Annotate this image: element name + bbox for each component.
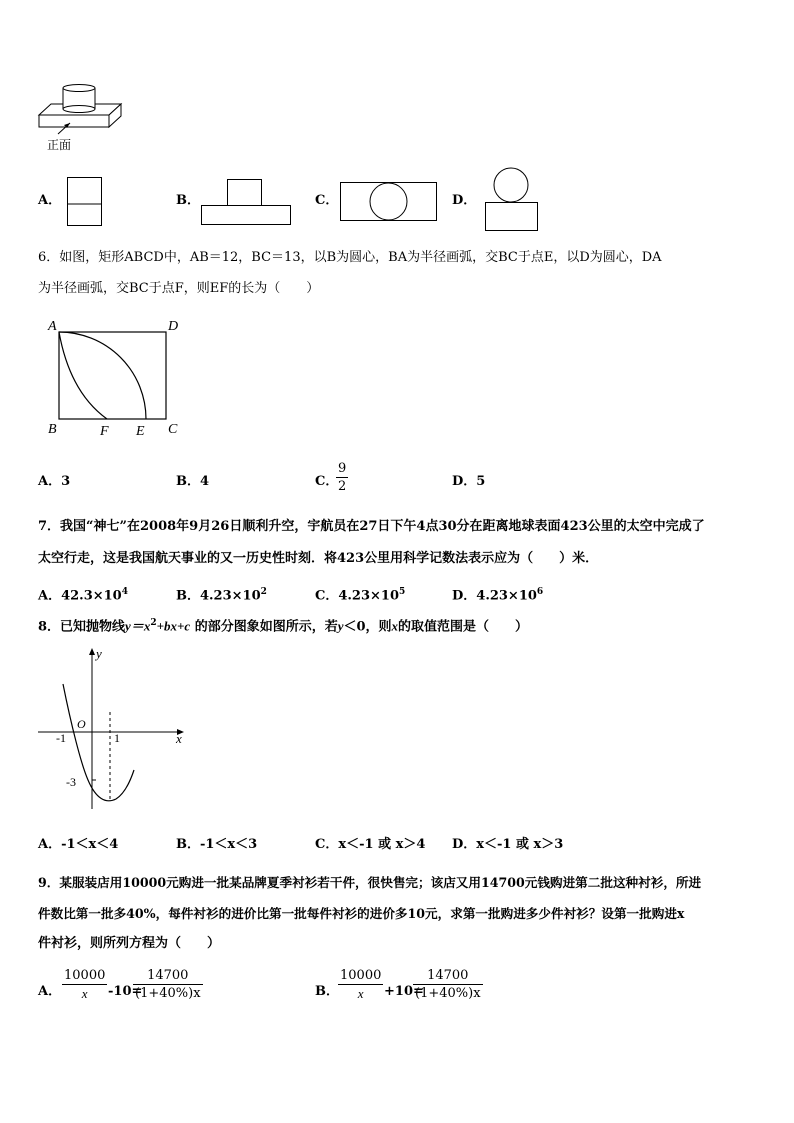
q5-solid-figure <box>36 82 136 142</box>
q8-stem-suffix-3: 的取值范围是（ ） <box>398 619 529 635</box>
q8-stem-suffix-2: ＜0，则 <box>343 619 392 635</box>
q6-stem-line1: 6．如图，矩形ABCD中，AB＝12，BC＝13，以B为圆心，BA为半径画弧，交BC于点E，以D为圆心，DA <box>38 250 662 265</box>
q8-stem <box>38 615 528 635</box>
q9-option-a-left-fraction <box>62 968 107 1002</box>
q6-option-a: A．3 <box>38 474 71 489</box>
q8-graph-x-label: x <box>176 731 182 746</box>
q7-option-a <box>38 584 128 604</box>
q6-stem-line2: 为半径画弧，交BC于点F，则EF的长为（ ） <box>38 281 320 296</box>
q8-stem-x: x <box>391 618 399 634</box>
q5-option-c-label: C． <box>315 193 339 208</box>
q9-option-b-right-denominator: (1+40%)x <box>415 986 481 1001</box>
q6-option-c-label: C． <box>315 474 339 489</box>
q6-option-c-numerator: 9 <box>338 461 347 476</box>
q7-option-c-exp: 5 <box>399 587 406 597</box>
q9-option-b-left-numerator: 10000 <box>340 968 382 983</box>
q8-option-b: B．-1＜x＜3 <box>176 837 258 852</box>
q6-point-d: D <box>168 319 179 334</box>
q5-option-c-figure <box>340 182 440 224</box>
q9-option-a-left-numerator: 10000 <box>64 968 106 983</box>
q7-option-b-exp: 2 <box>260 587 267 597</box>
q7-option-b-base: B．4.23×10 <box>176 588 261 604</box>
q9-option-b-operator: +10= <box>384 984 424 999</box>
q8-stem-formula-2: +bx+c <box>156 618 191 634</box>
q7-option-d <box>452 584 543 604</box>
q6-point-a: A <box>48 319 57 334</box>
q9-stem-line1: 9．某服装店用10000元购进一批某品牌夏季衬衫若干件，很快售完；该店又用14700元钱购进第二批这种衬衫，所进 <box>38 875 702 890</box>
q8-graph-minus3: -3 <box>66 775 76 789</box>
q8-option-d: D．x＜-1 或 x＞3 <box>452 837 564 852</box>
q7-option-d-base: D．4.23×10 <box>452 588 537 604</box>
q6-point-c: C <box>168 422 178 437</box>
q8-graph-y-label: y <box>96 646 102 661</box>
q5-option-b-figure <box>201 179 293 227</box>
q8-option-a: A．-1＜x＜4 <box>38 837 119 852</box>
q7-option-b <box>176 584 267 604</box>
q5-option-d-figure <box>484 167 542 233</box>
q8-graph-origin: O <box>77 717 86 731</box>
q9-option-a-operator: -10= <box>108 984 143 999</box>
q6-point-f: F <box>100 424 109 439</box>
q8-stem-y: y <box>337 618 344 634</box>
q5-front-label: 正面 <box>47 138 72 152</box>
q7-option-c <box>315 584 405 604</box>
q7-option-a-exp: 4 <box>121 587 128 597</box>
q9-option-a-right-numerator: 14700 <box>147 968 189 983</box>
q8-stem-prefix: 8．已知抛物线 <box>38 619 126 635</box>
q9-option-a-right-fraction <box>133 968 203 1001</box>
q9-stem-line2: 件数比第一批多40%，每件衬衫的进价比第一批每件衬衫的进价多10元，求第一批购进多少件衬衫？设第一批购进x <box>38 906 685 921</box>
q6-option-c-denominator: 2 <box>338 479 347 494</box>
q8-stem-formula-sup: 2 <box>150 618 157 628</box>
q5-option-d-label: D． <box>452 193 477 208</box>
q9-option-a-left-denominator: x <box>62 984 107 1002</box>
q9-option-a-right-denominator: (1+40%)x <box>135 986 201 1001</box>
q8-stem-formula-1: y＝x <box>125 618 151 634</box>
q6-option-b: B．4 <box>176 474 210 489</box>
q9-option-b-label: B． <box>315 984 339 999</box>
q6-point-e: E <box>136 424 145 439</box>
q8-graph-minus1: -1 <box>56 731 66 745</box>
q7-option-a-base: A．42.3×10 <box>38 588 122 604</box>
q8-parabola-graph <box>36 644 196 814</box>
q9-option-b-right-fraction <box>413 968 483 1001</box>
q6-point-b: B <box>48 422 57 437</box>
q7-stem-line1: 7．我国“神七”在2008年9月26日顺利升空，宇航员在27日下午4点30分在距离地球表面423公里的太空中完成了 <box>38 519 705 534</box>
q8-stem-suffix-1: 的部分图象如图所示，若 <box>190 619 338 635</box>
q8-graph-one: 1 <box>114 731 120 745</box>
q8-option-c: C．x＜-1 或 x＞4 <box>315 837 426 852</box>
q9-option-b-right-numerator: 14700 <box>427 968 469 983</box>
q5-option-a-figure <box>67 177 103 227</box>
q5-option-a-label: A． <box>38 193 62 208</box>
q7-option-d-exp: 6 <box>536 587 544 597</box>
q6-option-c-fraction <box>336 461 348 494</box>
q9-option-a-label: A． <box>38 984 62 999</box>
q6-option-d: D．5 <box>452 474 486 489</box>
q9-stem-line3: 件衬衫，则所列方程为（ ） <box>38 936 221 951</box>
q7-stem-line2: 太空行走，这是我国航天事业的又一历史性时刻．将423公里用科学记数法表示应为（ ）米． <box>38 551 599 566</box>
q9-option-b-left-denominator: x <box>338 984 383 1002</box>
q7-option-c-base: C．4.23×10 <box>315 588 399 604</box>
q9-option-b-left-fraction <box>338 968 383 1002</box>
q5-option-b-label: B． <box>176 193 200 208</box>
q6-rectangle-figure <box>44 316 194 438</box>
